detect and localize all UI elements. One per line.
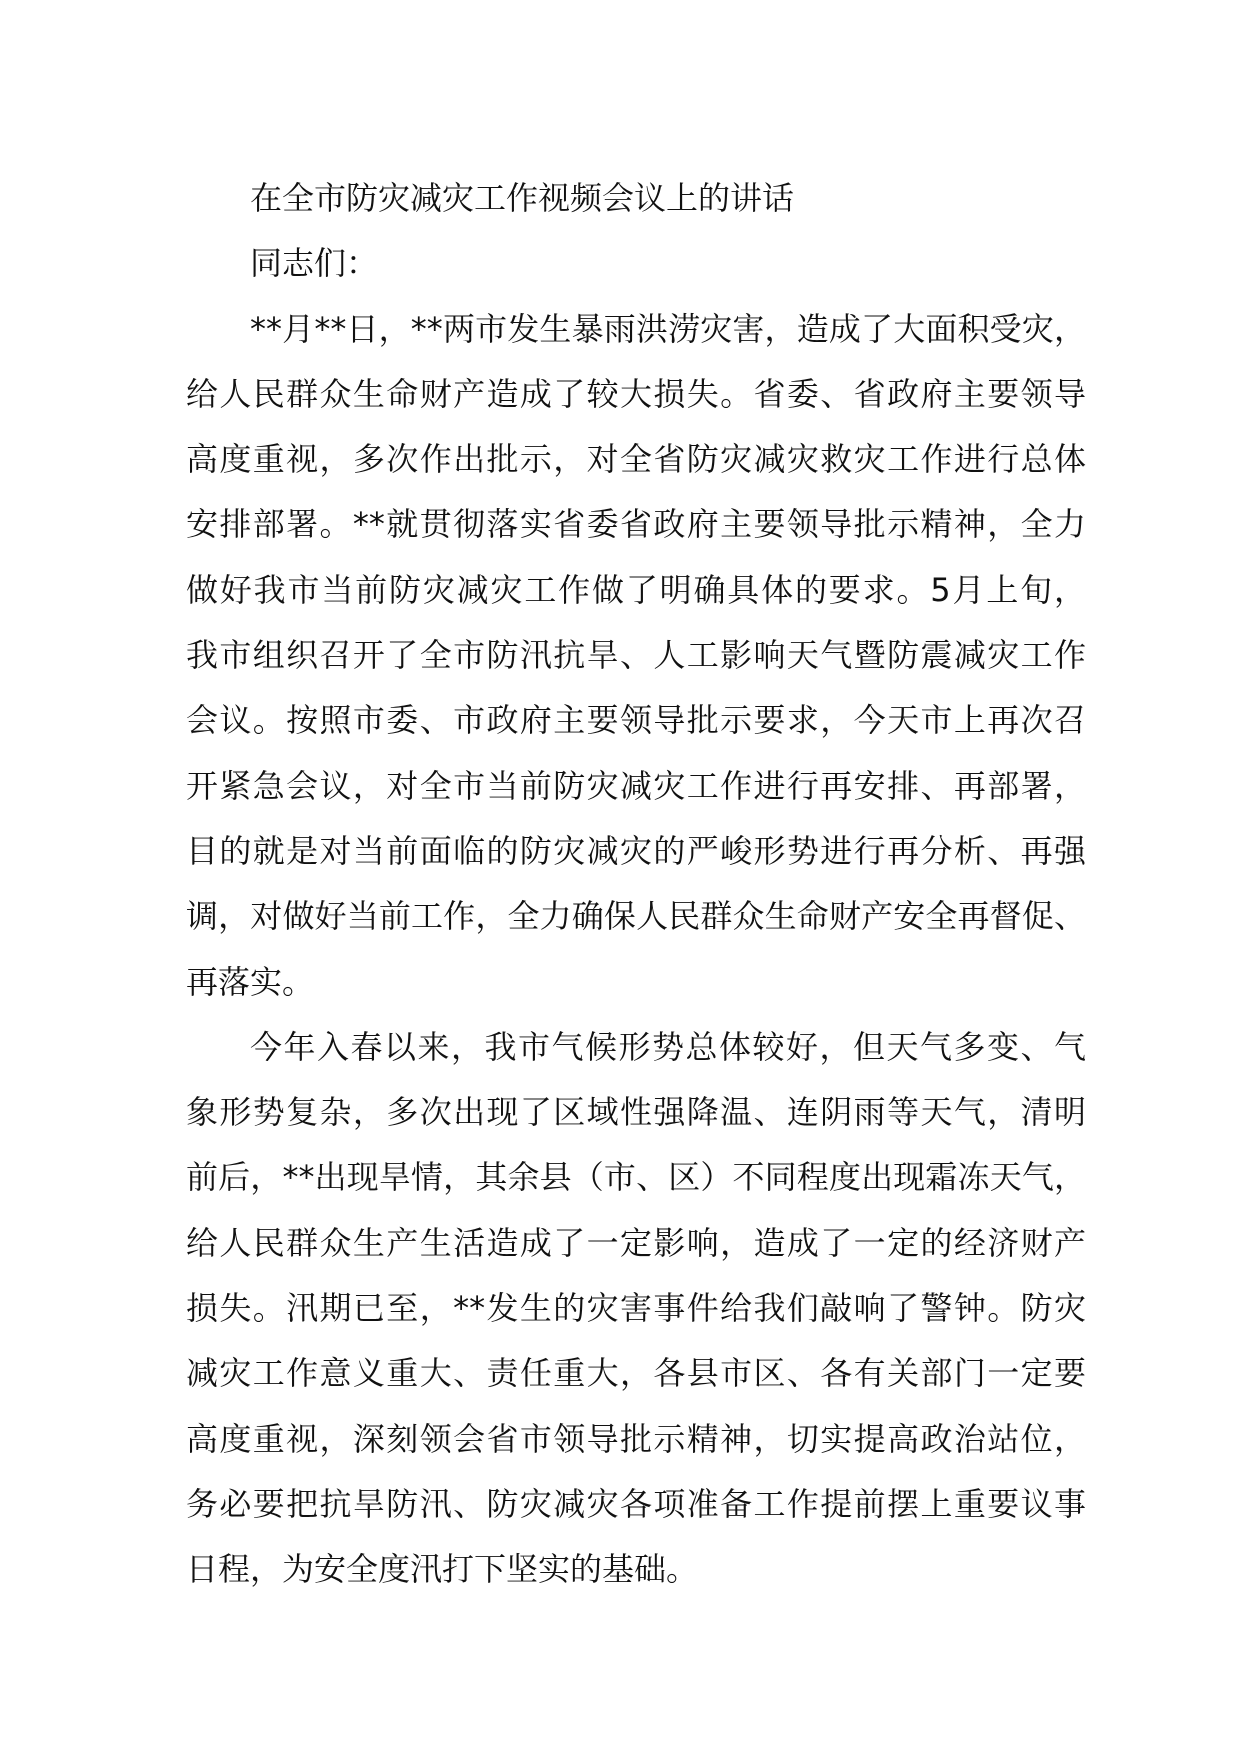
paragraph-line: 减灾工作意义重大、责任重大，各县市区、各有关部门一定要: [186, 1354, 1086, 1393]
paragraph-line: 我市组织召开了全市防汛抗旱、人工影响天气暨防震减灾工作: [186, 636, 1086, 675]
paragraph-line: 今年入春以来，我市气候形势总体较好，但天气多变、气: [250, 1027, 1086, 1066]
paragraph-line: 开紧急会议，对全市当前防灾减灾工作进行再安排、再部署，: [186, 766, 1086, 805]
paragraph-line: 再落实。: [186, 962, 315, 1001]
paragraph-line: 会议。按照市委、市政府主要领导批示要求，今天市上再次召: [186, 701, 1086, 740]
paragraph-2: [186, 1015, 1086, 1603]
paragraph-line: 务必要把抗旱防汛、防灾减灾各项准备工作提前摆上重要议事: [186, 1484, 1086, 1523]
paragraph-line: 高度重视，深刻领会省市领导批示精神，切实提高政治站位，: [186, 1419, 1086, 1458]
document-body: [186, 166, 1086, 1603]
paragraph-line: 高度重视，多次作出批示，对全省防灾减灾救灾工作进行总体: [186, 440, 1086, 479]
paragraph-line: 给人民群众生产生活造成了一定影响，造成了一定的经济财产: [186, 1223, 1086, 1262]
salutation: 同志们：: [250, 244, 379, 283]
paragraph-line: 目的就是对当前面临的防灾减灾的严峻形势进行再分析、再强: [186, 831, 1086, 870]
paragraph-line: 损失。汛期已至，**发生的灾害事件给我们敲响了警钟。防灾: [186, 1289, 1086, 1328]
paragraph-1: [186, 297, 1086, 1015]
document-title: 在全市防灾减灾工作视频会议上的讲话: [250, 179, 795, 217]
paragraph-line: 前后，**出现旱情，其余县（市、区）不同程度出现霜冻天气，: [186, 1158, 1086, 1197]
paragraph-line: 象形势复杂，多次出现了区域性强降温、连阴雨等天气，清明: [186, 1093, 1086, 1132]
paragraph-line: 做好我市当前防灾减灾工作做了明确具体的要求。5月上旬，: [186, 570, 1086, 609]
paragraph-line: 安排部署。**就贯彻落实省委省政府主要领导批示精神，全力: [186, 505, 1086, 544]
paragraph-line: 日程，为安全度汛打下坚实的基础。: [186, 1550, 699, 1589]
paragraph-line: 调，对做好当前工作，全力确保人民群众生命财产安全再督促、: [186, 897, 1086, 936]
paragraph-line: 给人民群众生命财产造成了较大损失。省委、省政府主要领导: [186, 374, 1086, 413]
paragraph-line: **月**日，**两市发生暴雨洪涝灾害，造成了大面积受灾，: [250, 309, 1086, 348]
